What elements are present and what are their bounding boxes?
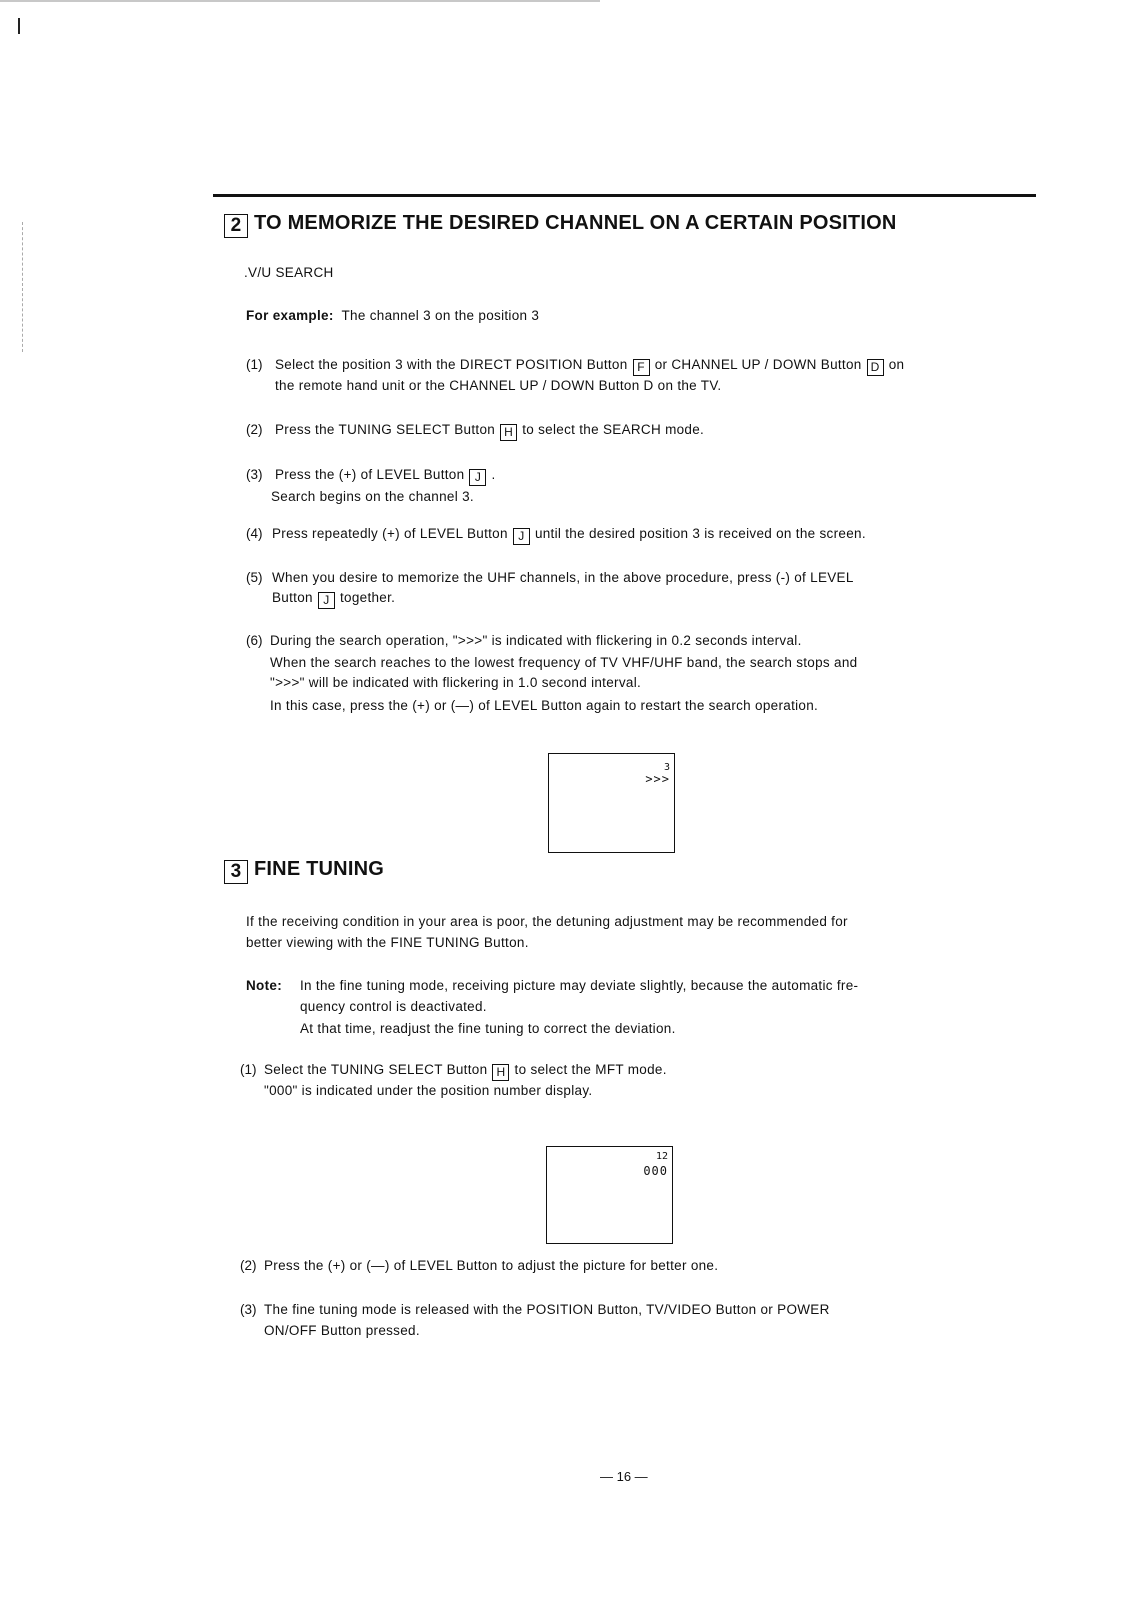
step-number: (6) <box>246 633 263 648</box>
step-number: (3) <box>246 467 263 482</box>
intro-line-2: better viewing with the FINE TUNING Button. <box>246 935 529 950</box>
step-4-text <box>272 523 866 545</box>
example-label: For example: <box>246 308 334 323</box>
step-text: Select the TUNING SELECT Button <box>264 1062 488 1077</box>
tv-screen-diagram <box>548 753 675 853</box>
step-number: (1) <box>246 357 263 372</box>
button-label-box: F <box>633 359 650 376</box>
step-number: (1) <box>240 1062 257 1077</box>
margin-mark <box>18 18 20 34</box>
step-text: Button <box>272 590 313 605</box>
step-number: (5) <box>246 570 263 585</box>
intro-line-1: If the receiving condition in your area is poor, the detuning adjustment may be recommended for <box>246 914 848 929</box>
step-text: to select the SEARCH mode. <box>522 422 705 437</box>
binding-marks <box>22 222 24 352</box>
step-6-line-1: During the search operation, ">>>" is indicated with flickering in 0.2 seconds interval. <box>270 633 802 648</box>
step-6-line-3: ">>>" will be indicated with flickering in 1.0 second interval. <box>270 675 642 690</box>
step-number: (2) <box>240 1258 257 1273</box>
step-6-line-4: In this case, press the (+) or (—) of LEVEL Button again to restart the search operation. <box>270 698 819 713</box>
step-number: (2) <box>246 422 263 437</box>
page-number: — 16 — <box>600 1469 648 1484</box>
button-label-box: J <box>513 528 530 545</box>
step-text: Press the TUNING SELECT Button <box>275 422 496 437</box>
note-line-2: quency control is deactivated. <box>300 999 487 1014</box>
step-6-line-2: When the search reaches to the lowest frequency of TV VHF/UHF band, the search stops and <box>270 655 858 670</box>
section-3-heading <box>224 858 384 884</box>
subheading-vu-search: .V/U SEARCH <box>244 265 334 280</box>
step-5-line-1: When you desire to memorize the UHF channels, in the above procedure, press (-) of LEVEL <box>272 570 854 585</box>
step-1-line-1 <box>275 354 904 376</box>
position-number: 3 <box>663 762 670 773</box>
section-number-box: 3 <box>224 860 248 884</box>
button-label-box: J <box>318 592 335 609</box>
step-1-line-2: the remote hand unit or the CHANNEL UP / DOWN Button D on the TV. <box>275 378 722 393</box>
section-title: FINE TUNING <box>254 858 384 880</box>
button-label-box: J <box>469 469 486 486</box>
step-number: (3) <box>240 1302 257 1317</box>
fine-step-2-text: Press the (+) or (—) of LEVEL Button to adjust the picture for better one. <box>264 1258 719 1273</box>
step-text: on <box>888 357 905 372</box>
step-text: to select the MFT mode. <box>514 1062 667 1077</box>
step-text: Select the position 3 with the DIRECT POSITION Button <box>275 357 628 372</box>
header-rule <box>213 194 1036 197</box>
position-number: 12 <box>655 1151 668 1162</box>
tv-screen-diagram <box>546 1146 673 1244</box>
section-title: TO MEMORIZE THE DESIRED CHANNEL ON A CERTAIN POSITION <box>254 212 897 234</box>
step-3-line-1 <box>275 464 496 486</box>
fine-step-1-line-1 <box>264 1059 667 1081</box>
section-number-box: 2 <box>224 214 248 238</box>
button-label-box: D <box>867 359 884 376</box>
step-text: Press the (+) of LEVEL Button <box>275 467 465 482</box>
fine-step-3-line-1: The fine tuning mode is released with the POSITION Button, TV/VIDEO Button or POWER <box>264 1302 830 1317</box>
step-text: together. <box>339 590 396 605</box>
note-line-1: In the fine tuning mode, receiving picture may deviate slightly, because the automatic fre- <box>300 978 859 993</box>
fine-step-3-line-2: ON/OFF Button pressed. <box>264 1323 420 1338</box>
search-indicator: >>> <box>645 772 670 786</box>
note-line-3: At that time, readjust the fine tuning to correct the deviation. <box>300 1021 676 1036</box>
step-number: (4) <box>246 526 263 541</box>
step-5-line-2 <box>272 587 395 609</box>
note-label: Note: <box>246 978 282 993</box>
step-text: Press repeatedly (+) of LEVEL Button <box>272 526 508 541</box>
section-2-heading <box>224 212 897 238</box>
step-2-text <box>275 419 704 441</box>
step-text: or CHANNEL UP / DOWN Button <box>654 357 862 372</box>
example-line <box>246 305 539 326</box>
button-label-box: H <box>492 1064 509 1081</box>
example-text: The channel 3 on the position 3 <box>341 308 540 323</box>
step-text: until the desired position 3 is received on the screen. <box>534 526 866 541</box>
scan-edge-line <box>0 0 600 2</box>
fine-tuning-indicator: 000 <box>643 1164 668 1178</box>
step-3-line-2: Search begins on the channel 3. <box>271 489 474 504</box>
button-label-box: H <box>500 424 517 441</box>
fine-step-1-line-2: "000" is indicated under the position number display. <box>264 1083 593 1098</box>
step-text: . <box>491 467 496 482</box>
